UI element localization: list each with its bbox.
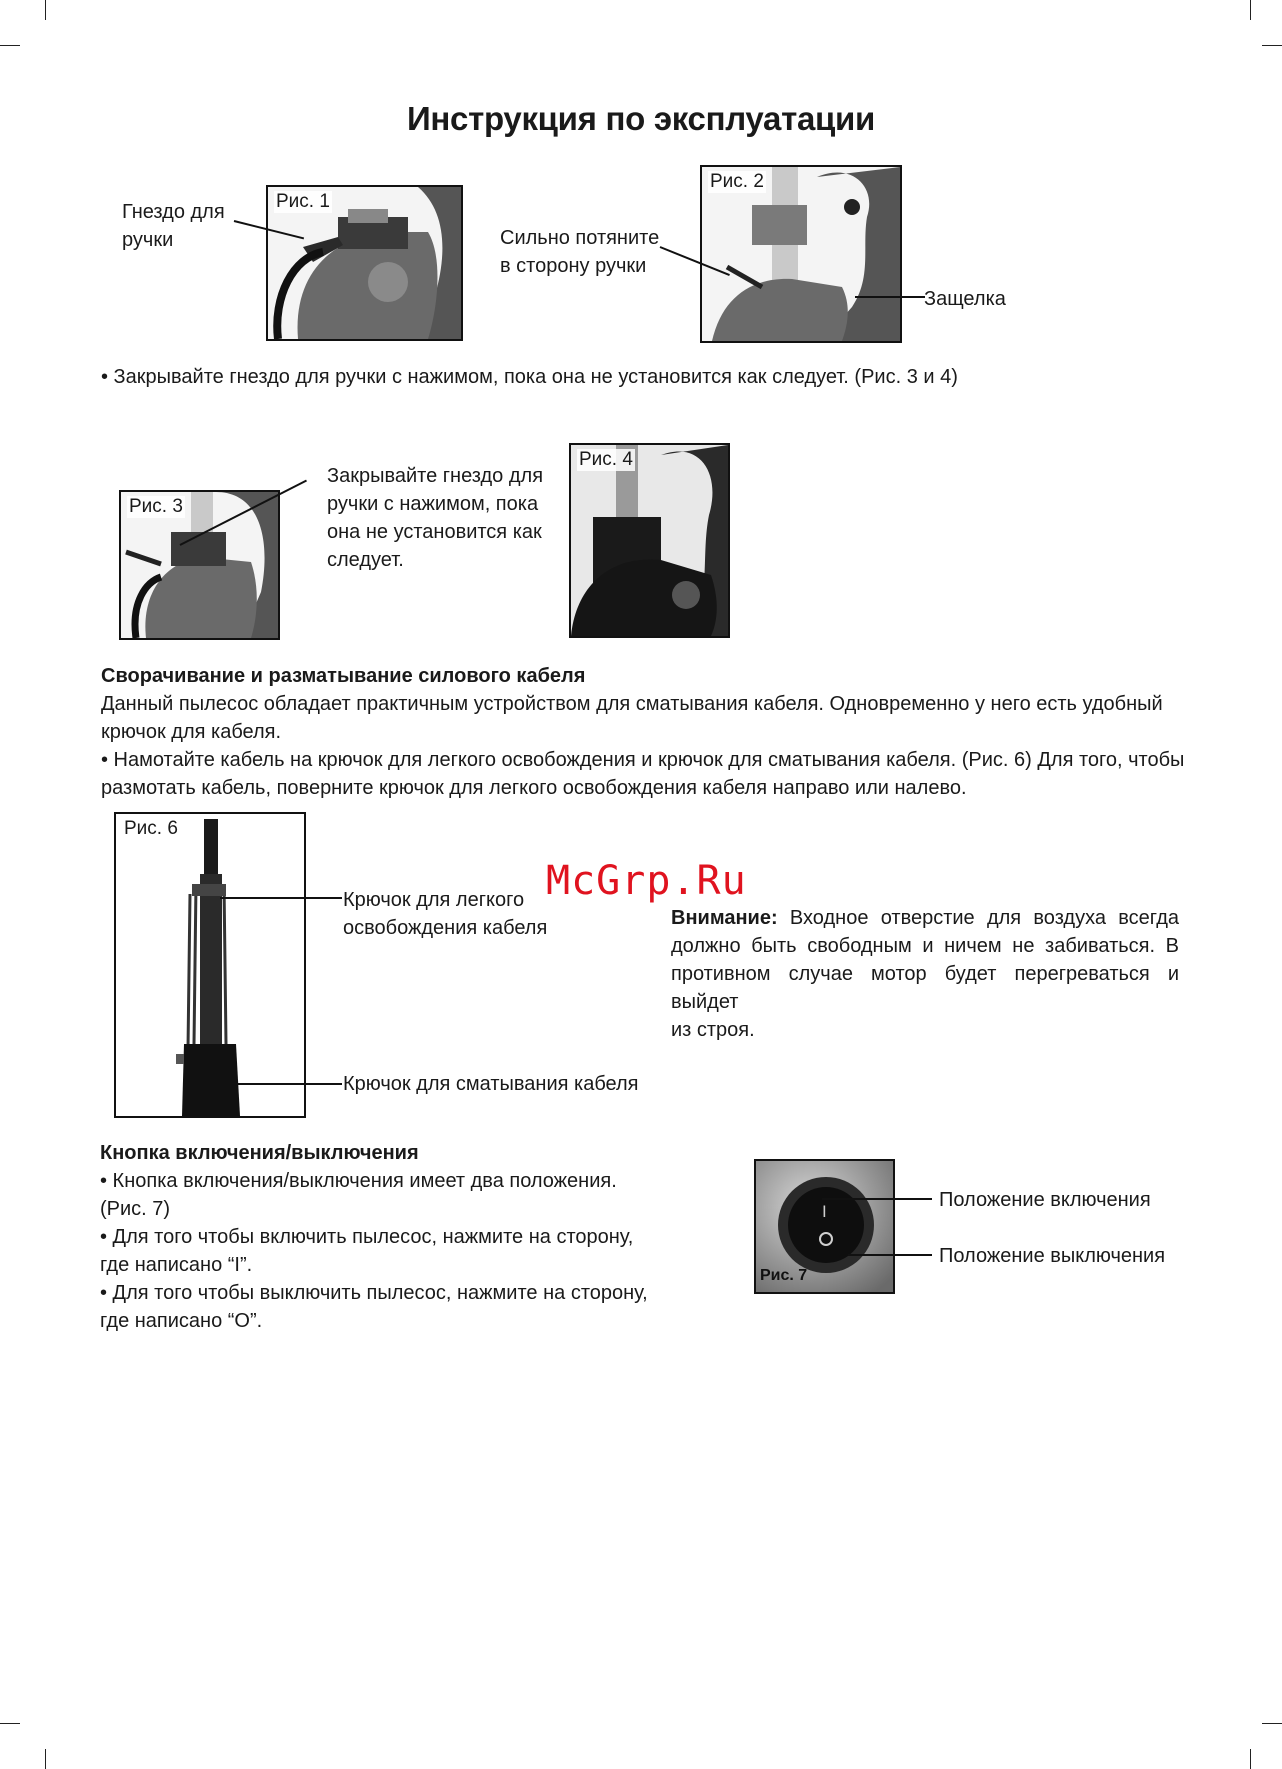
fig7-off-label: Положение выключения [939, 1245, 1166, 1267]
figure-6 [114, 812, 306, 1118]
fig6-release-label: Крючок для легкого освобождения кабеля [343, 889, 548, 939]
cable-paragraph-1: Данный пылесос обладает практичным устройством для сматывания кабеля. Одновременно у него есть удобный крючок для кабеля. [101, 693, 1163, 743]
watermark: McGrp.Ru [546, 858, 747, 904]
figure-caption: Рис. 7 [760, 1267, 808, 1284]
crop-mark [0, 1723, 20, 1724]
figure-4 [569, 443, 730, 638]
fig6-release-leader [220, 897, 342, 899]
switch-section-heading: Кнопка включения/выключения [100, 1142, 419, 1164]
fig2-pull-label: Сильно потяните в сторону ручки [500, 227, 660, 277]
figure-1 [266, 185, 463, 341]
crop-mark [45, 0, 46, 20]
page-title: Инструкция по эксплуатации [407, 100, 875, 137]
figure-3 [119, 490, 280, 640]
figure-caption: Рис. 6 [124, 818, 178, 839]
switch-instructions: • Кнопка включения/выключения имеет два положения. (Рис. 7) • Для того чтобы включить пылесос, нажмите на сторону, где написано “I”. • Для того чтобы выключить пылесос, нажмите на сторону, где написано “O”. [100, 1170, 648, 1332]
fig6-wind-leader [222, 1083, 342, 1085]
cable-paragraph-2: • Намотайте кабель на крючок для легкого освобождения и крючок для сматывания кабеля. (Рис. 6) Для того, чтобы размотать кабель, поверните крючок для легкого освобождения кабеля направо или налево. [101, 749, 1185, 799]
figure-caption: Рис. 1 [276, 191, 330, 212]
figure-7 [754, 1159, 895, 1294]
vacuum-cable-hooks-illustration [116, 814, 304, 1116]
fig2-latch-leader [855, 296, 925, 298]
cable-section-heading: Сворачивание и разматывание силового кабеля [101, 665, 586, 687]
on-symbol: I [822, 1202, 827, 1221]
figure-2 [700, 165, 902, 343]
figure-caption: Рис. 2 [710, 171, 764, 192]
bullet-close-socket: • Закрывайте гнездо для ручки с нажимом, пока она не установится как следует. (Рис. 3 и 4) [101, 366, 958, 388]
fig7-on-label: Положение включения [939, 1189, 1151, 1211]
figure-caption: Рис. 3 [129, 496, 183, 517]
figure-caption: Рис. 4 [579, 449, 633, 470]
crop-mark [1262, 45, 1282, 46]
crop-mark [1262, 1723, 1282, 1724]
crop-mark [0, 45, 20, 46]
fig1-label: Гнездо для ручки [122, 201, 225, 251]
crop-mark [1250, 1749, 1251, 1769]
fig2-latch-label: Защелка [924, 288, 1006, 310]
crop-mark [1250, 0, 1251, 20]
handle-latch-illustration [702, 167, 900, 341]
attention-note: Внимание: Входное отверстие для воздуха всегда должно быть свободным и ничем не забиваться. В противном случае мотор будет перегреваться и выйдет из строя. [671, 907, 1179, 1041]
fig6-wind-label: Крючок для сматывания кабеля [343, 1073, 639, 1095]
fig7-off-leader [848, 1254, 932, 1256]
fig7-on-leader [822, 1198, 932, 1200]
crop-mark [45, 1749, 46, 1769]
fig3-label: Закрывайте гнездо для ручки с нажимом, пока она не установится как следует. [327, 465, 544, 571]
socket-closed-illustration [571, 445, 728, 636]
